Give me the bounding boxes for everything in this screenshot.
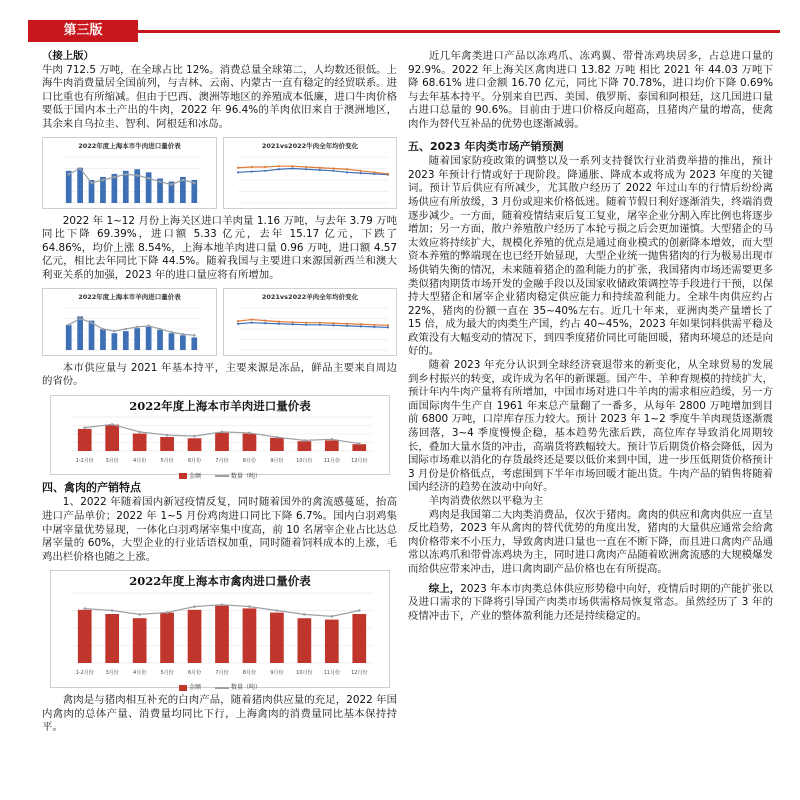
line-point xyxy=(346,325,348,327)
line-point xyxy=(291,321,293,323)
line-point xyxy=(102,179,105,182)
chart-legend xyxy=(51,681,389,695)
bar xyxy=(133,618,147,663)
x-tick-label: 8月份 xyxy=(242,669,257,676)
x-tick-label: 4月份 xyxy=(133,458,147,465)
line-point xyxy=(113,330,116,333)
line-point xyxy=(193,435,196,438)
x-tick-label: 9月份 xyxy=(270,458,284,465)
x-tick-label: 10月份 xyxy=(296,458,313,465)
line-point xyxy=(319,324,321,326)
line-point xyxy=(102,328,105,331)
line-point xyxy=(264,170,266,172)
line-point xyxy=(264,320,266,322)
legend-item: 金额 xyxy=(179,470,201,484)
line-point xyxy=(331,615,334,618)
line-point xyxy=(332,322,334,324)
x-tick-label: 10月份 xyxy=(296,669,313,676)
bar xyxy=(146,172,152,203)
series-line xyxy=(238,323,388,328)
line-point xyxy=(136,326,139,329)
bar xyxy=(134,328,140,350)
line-point xyxy=(83,427,86,430)
line-point xyxy=(170,183,173,186)
line-point xyxy=(251,166,253,168)
chart-mutton-volume-svg xyxy=(43,304,216,358)
line-point xyxy=(291,168,293,170)
line-point xyxy=(278,323,280,325)
line-point xyxy=(67,324,70,327)
x-tick-label: 12月份 xyxy=(351,669,368,676)
line-point xyxy=(237,171,239,173)
line-point xyxy=(264,322,266,324)
line-point xyxy=(79,167,82,170)
left-column xyxy=(42,50,397,735)
chart-beef-volume-svg xyxy=(43,153,216,211)
line-point xyxy=(83,607,86,610)
chart-legend xyxy=(51,470,389,484)
line-point xyxy=(332,170,334,172)
chart-mutton-volume xyxy=(42,288,217,356)
line-point xyxy=(305,324,307,326)
line-point xyxy=(221,431,224,434)
bar xyxy=(157,330,163,350)
bar xyxy=(66,325,72,350)
page-header xyxy=(28,20,780,42)
chart-row-mutton xyxy=(42,288,397,356)
paragraph-forecast-beef: 随着 2023 年充分认识到全球经济衰退带来的新变化，从全球贸易的发展到乡村振兴的转变，或许成为名年的新课题。国产牛、羊种育规模的持续扩大，预计年内牛肉产量将有所增加，中国市场对进口牛羊肉的需求相应趋缓，另一方面国际肉牛生产自 1961 年来总产量翻了一番多，从每年 2800 万吨增加到目前 6800 万吨，口岸库存压力较大。预计 2023 年 1~2 季度牛羊肉现货逐渐震荡回落，3~4 季度慢慢企稳，基本趋势先涨后跌，高位库存导致消化周期较长，叠加大量水货的冲击，高端货将跌幅较大。预计节后期货价格会降低，因为国际市场难以消化的存货最终还是要以低价来到中国，进一步压低期货价格预计 3 月份是价格低点，考虑围到下半年市场回暖才能出货。牛肉产品的销售将随着国内经济的趋势在波动中向好。 xyxy=(408,359,773,494)
line-point xyxy=(303,613,306,616)
paragraph-mutton: 2022 年 1~12 月份上海关区进口羊肉量 1.16 万吨，与去年 3.79 万吨同比下降 69.39%，进口额 5.33 亿元，去年 15.17 亿元，下跌了 64.86%，均价上涨 8.54%，上海本地羊肉进口量 0.96 万吨，进口额 4.57 亿元，相比去年同比下降 44.5%。随着我国与主要进口来源国新西兰和澳大利亚关系的加强，2023 年的进口量应将有所增加。 xyxy=(42,214,397,281)
line-point xyxy=(166,434,169,437)
line-point xyxy=(278,165,280,167)
bar xyxy=(352,445,366,452)
section-heading-poultry: 四、禽肉的产销特点 xyxy=(42,480,141,494)
bar xyxy=(123,171,129,203)
paragraph-forecast-pork: 随着国家防疫政策的调整以及一系列支持餐饮行业消费举措的推出，预计 2023 年预计行情或好于现阶段。降通胀、降成本或将成为 2023 年度的关键词。预计节后供应有所减少，尤其散户经历了 2022 年过山车的行情后纷纷离场供应有所放缓，3 月份或迎来价格低迷。随着节假日利好逐渐消失，终端消费逐步减少。一方面，随着疫情结束后复工复业，屠宰企业分割入库比例也将逐步增加；另一方面，散户养殖散户经历了本轮亏损之后会更加谨慎。大型猪企的马太效应将持续扩大，规模化养殖的优点是通过商业模式的创新降本增效，而大型资本养殖的弊端现在也已经开始显现，大型企业统一抛售猪肉的行为极易出现市场供销失衡的情况，未来随着猪企的盈利能力的扩张，我国猪肉市场还需要更多类似猪肉期货市场开发的金融手段以及国家收储政策调控等手段进行干预，以保持大型猪企和屠宰企业猪肉稳定供应能力和持续盈利能力。全球牛肉供应约占 22%，猪肉的份额一直在 35~40%左右。近几十年来，亚洲肉类产量增长了 15 倍，成为最大的肉类生产国，约占 40~45%，2023 年如果饲料供需平稳及政策没有大幅变动的情况下，到四季度猪价同比可能回暖，猪肉环境总的还是向好的。 xyxy=(408,155,773,358)
bar xyxy=(78,610,92,663)
line-point xyxy=(387,173,389,175)
line-point xyxy=(248,605,251,608)
bar xyxy=(66,171,72,203)
chart-beef-price xyxy=(223,137,397,209)
x-tick-label: 12月份 xyxy=(351,458,368,465)
line-point xyxy=(360,325,362,327)
bar xyxy=(133,434,147,451)
paragraph-conclusion xyxy=(408,583,773,624)
bar xyxy=(160,437,174,451)
line-point xyxy=(170,331,173,334)
x-tick-label: 3月份 xyxy=(105,669,119,676)
line-point xyxy=(113,176,116,179)
bar xyxy=(77,168,83,203)
line-point xyxy=(251,319,253,321)
bar xyxy=(243,608,257,663)
x-tick-label: 1-2月份 xyxy=(75,669,94,676)
line-point xyxy=(248,432,251,435)
bar xyxy=(146,327,152,350)
bar xyxy=(215,433,229,451)
chart-beef-volume xyxy=(42,137,217,209)
bar xyxy=(89,321,95,350)
legend-item: 数量（吨） xyxy=(215,470,261,484)
bar xyxy=(325,441,339,452)
legend-item: 数量（吨） xyxy=(215,681,261,695)
bar xyxy=(78,429,92,451)
line-point xyxy=(193,334,196,337)
bar xyxy=(112,333,118,350)
chart-mutton-price xyxy=(223,288,397,356)
bar xyxy=(191,338,197,351)
legend-item: 金额 xyxy=(179,681,201,695)
line-point xyxy=(111,609,114,612)
line-point xyxy=(346,171,348,173)
line-point xyxy=(360,170,362,172)
x-tick-label: 1-2月份 xyxy=(75,458,94,465)
line-point xyxy=(373,324,375,326)
line-point xyxy=(319,169,321,171)
bar xyxy=(105,425,119,451)
bar xyxy=(298,442,312,452)
bar xyxy=(215,605,229,662)
line-point xyxy=(124,328,127,331)
line-point xyxy=(90,182,93,185)
chart-title: 2021vs2022羊肉全年均价变化 xyxy=(261,292,359,301)
line-point xyxy=(79,317,82,320)
line-point xyxy=(251,322,253,324)
conclusion-text: 2023 年本市肉类总体供应形势稳中向好，疫情后时期的产能扩张以及进口需求的下降将引导国产肉类市场供需格局恢复常态。虽然经历了 3 年的疫情冲击下，产业的整体盈利能力还是持续稳定的。 xyxy=(408,582,774,622)
paragraph-poultry-1: 1、2022 年随着国内新冠疫情反复，同时随着国外的禽流感蔓延，抬高进口产品单价；2022 年 1~5 月份鸡肉进口同比下降 6.7%。国内白羽鸡集中屠宰量优势显现，一体化白羽鸡屠宰集中度高，前 10 名屠宰企业占比达总屠宰量的 60%，大型企业的行业话语权加重，同时随着饲料成本的上涨，毛鸡出栏价格也随之上涨。 xyxy=(42,496,397,563)
bar xyxy=(77,317,83,351)
line-point xyxy=(331,438,334,441)
series-line xyxy=(69,169,195,185)
x-tick-label: 6月份 xyxy=(187,458,202,465)
line-point xyxy=(111,423,114,426)
chart-beef-price-svg xyxy=(224,153,396,211)
bar xyxy=(105,614,119,663)
chart-row-beef xyxy=(42,137,397,209)
x-tick-label: 9月份 xyxy=(270,669,284,676)
line-point xyxy=(159,181,162,184)
line-point xyxy=(319,322,321,324)
line-point xyxy=(358,609,361,612)
line-point xyxy=(221,603,224,606)
line-point xyxy=(305,166,307,168)
continued-label: （接上版） xyxy=(42,50,94,62)
header-rule xyxy=(138,30,780,33)
line-point xyxy=(237,323,239,325)
line-point xyxy=(387,324,389,326)
paragraph-poultry-import: 近几年禽类进口产品以冻鸡爪、冻鸡翼、带骨冻鸡块居多，占总进口量的 92.9%。2022 年上海关区禽肉进口 13.82 万吨 相比 2021 年 44.03 万吨下降 68.61% 进口金额 16.70 亿元，同比下降 70.78%，进口均价下降 0.69%与去年基本持平。分别来自巴西、美国、俄罗斯、泰国和阿根廷，这几国进口量占进口总量的 90.6%。目前由于进口价格反向超高，且猪肉产量的增高，使禽肉作为替代互补品的优势也逐渐减弱。 xyxy=(408,50,773,130)
section-heading-forecast: 五、2023 年肉类市场产销预测 xyxy=(408,139,564,153)
line-point xyxy=(138,613,141,616)
line-point xyxy=(276,436,279,439)
bar xyxy=(100,329,106,350)
line-point xyxy=(237,167,239,169)
line-point xyxy=(147,177,150,180)
line-point xyxy=(147,325,150,328)
x-tick-label: 6月份 xyxy=(187,669,202,676)
chart-poultry-import-svg xyxy=(51,589,389,677)
line-point xyxy=(373,326,375,328)
bar xyxy=(298,618,312,663)
x-tick-label: 7月份 xyxy=(215,458,229,465)
series-line xyxy=(69,319,195,336)
bar xyxy=(188,439,202,452)
bar xyxy=(180,335,186,350)
chart-mutton-import-svg xyxy=(51,413,389,465)
line-point xyxy=(136,174,139,177)
line-point xyxy=(305,322,307,324)
paragraph-beef: 牛肉 712.5 万吨，在全球占比 12%。消费总量全球第二，人均数还很低。上海牛肉消费量居全国前列，与吉林、云南、内蒙古一直有稳定的经贸联系。进口比重也有所缩减。但由于巴西、澳洲等地区的养殖成本低廉，进口牛肉价格要低于国内本土产出的牛肉，2022 年 96.4%的羊肉依旧来自于澳洲地区，其余来自乌拉圭、智利、阿根廷和冰岛。 xyxy=(42,63,397,130)
bar xyxy=(270,612,284,662)
x-tick-label: 8月份 xyxy=(242,458,257,465)
line-point xyxy=(182,333,185,336)
bar xyxy=(169,333,175,350)
x-tick-label: 11月份 xyxy=(323,458,341,465)
x-tick-label: 4月份 xyxy=(133,669,147,676)
line-point xyxy=(360,172,362,174)
paragraph-forecast-poultry: 鸡肉是我国第二大肉类消费品，仅次于猪肉。禽肉的供应和禽肉供应一直呈反比趋势，2023 年从禽肉的替代优势的角度出发，猪肉的大量供应通常会给禽肉价格带来不小压力，导致禽肉进口量也一直在不断下降，而且进口禽肉产品通常以冻鸡爪和带骨冻鸡块为主，同时进口禽肉产品随着欧洲禽流感的大规模爆发而给供应带来冲击，进口禽肉副产品价格也在有所提高。 xyxy=(408,508,773,575)
bar xyxy=(123,331,129,350)
line-point xyxy=(90,322,93,325)
line-point xyxy=(124,173,127,176)
bar xyxy=(243,434,257,451)
line-point xyxy=(346,168,348,170)
line-point xyxy=(193,182,196,185)
line-point xyxy=(305,168,307,170)
bar xyxy=(160,612,174,662)
chart-mutton-import-table xyxy=(50,395,390,480)
line-point xyxy=(291,323,293,325)
x-tick-label: 5月份 xyxy=(160,458,174,465)
conclusion-lead: 综上， xyxy=(428,582,461,595)
paragraph-mutton-stable: 羊肉消费依然以平稳为主 xyxy=(428,495,544,507)
line-point xyxy=(358,443,361,446)
paragraph-poultry-2: 禽肉是与猪肉相互补充的白肉产品，随着猪肉供应量的充足，2022 年国内禽肉的总体产量、消费量均同比下行，上海禽肉的消费量同比基本保持持平。 xyxy=(42,694,397,734)
line-point xyxy=(166,611,169,614)
line-point xyxy=(159,328,162,331)
chart-title: 2022年度上海本市羊肉进口量价表 xyxy=(78,292,181,301)
line-point xyxy=(387,326,389,328)
line-point xyxy=(291,165,293,167)
chart-title: 2022年度上海本市羊肉进口量价表 xyxy=(129,398,311,413)
bar xyxy=(325,619,339,662)
bar xyxy=(352,614,366,663)
line-point xyxy=(332,168,334,170)
x-tick-label: 5月份 xyxy=(160,669,174,676)
line-point xyxy=(319,167,321,169)
chart-title: 2022年度上海本市禽肉进口量价表 xyxy=(129,574,311,589)
line-point xyxy=(193,605,196,608)
line-point xyxy=(303,439,306,442)
line-point xyxy=(276,609,279,612)
line-point xyxy=(373,171,375,173)
bar xyxy=(270,438,284,451)
line-point xyxy=(251,171,253,173)
right-column xyxy=(408,50,773,623)
line-point xyxy=(360,323,362,325)
chart-poultry-import-table xyxy=(50,570,390,692)
line-point xyxy=(264,166,266,168)
paragraph-supply: 本市供应量与 2021 年基本持平，主要来源是冻品，鲜品主要来自周边的省份。 xyxy=(42,361,397,388)
chart-title: 2021vs2022牛肉全年均价变化 xyxy=(261,141,359,150)
x-tick-label: 3月份 xyxy=(105,458,119,465)
line-point xyxy=(332,324,334,326)
x-tick-label: 11月份 xyxy=(323,669,341,676)
edition-badge: 第三版 xyxy=(28,20,138,42)
line-point xyxy=(138,431,141,434)
line-point xyxy=(278,321,280,323)
x-tick-label: 7月份 xyxy=(215,669,229,676)
line-point xyxy=(182,179,185,182)
bar xyxy=(188,610,202,663)
line-point xyxy=(278,168,280,170)
chart-title: 2022年度上海本市牛肉进口量价表 xyxy=(78,141,181,150)
line-point xyxy=(346,323,348,325)
chart-mutton-price-svg xyxy=(224,304,396,358)
line-point xyxy=(67,173,70,176)
line-point xyxy=(237,320,239,322)
